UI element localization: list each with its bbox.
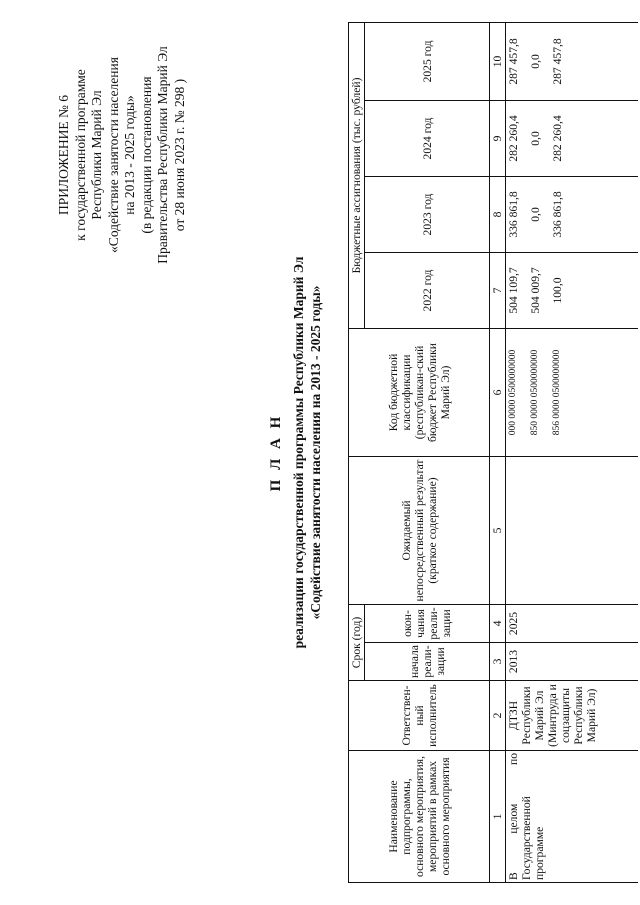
value-cell: 0,0 bbox=[529, 54, 542, 69]
value-cell: 282 260,4 bbox=[507, 115, 520, 162]
col-number: 6 bbox=[490, 328, 506, 456]
header-year-2023: 2023 год bbox=[365, 176, 490, 252]
value-cell: 287 457,8 bbox=[507, 38, 520, 85]
row-2025 bbox=[506, 22, 639, 100]
col-number: 1 bbox=[490, 751, 506, 883]
row-end: 2025 bbox=[506, 604, 639, 642]
col-number: 4 bbox=[490, 604, 506, 642]
header-year-2022: 2022 год bbox=[365, 252, 490, 328]
col-number: 8 bbox=[490, 176, 506, 252]
row-result bbox=[506, 456, 639, 604]
header-budget: Бюджетные ассигнования (тыс. рублей) bbox=[349, 22, 365, 328]
row-name: В целом по Государственной программе bbox=[506, 751, 639, 883]
col-number: 7 bbox=[490, 252, 506, 328]
header-name: Наименование подпрограммы, основного мероприятия, мероприятий в рамках основного мероприятия bbox=[349, 751, 490, 883]
header-row-1 bbox=[349, 22, 365, 882]
header-executor: Ответствен-ный исполнитель bbox=[349, 681, 490, 751]
header-result: Ожидаемый непосредственный результат (краткое содержание) bbox=[349, 456, 490, 604]
code-line: 000 0000 0500000000 bbox=[508, 349, 518, 436]
value-cell: 504 109,7 bbox=[507, 267, 520, 314]
title-line-2: реализации государственной программы Республики Марий Эл bbox=[291, 256, 306, 649]
header-year-2025: 2025 год bbox=[365, 22, 490, 100]
row-2024 bbox=[506, 100, 639, 176]
appendix-line: на 2013 - 2025 годы» bbox=[122, 95, 137, 215]
header-year-2024: 2024 год bbox=[365, 100, 490, 176]
appendix-block bbox=[56, 20, 188, 290]
col-number: 10 bbox=[490, 22, 506, 100]
header-term: Срок (год) bbox=[349, 604, 365, 680]
value-cell: 336 861,8 bbox=[551, 191, 564, 238]
value-cell: 336 861,8 bbox=[507, 191, 520, 238]
header-end: окон-чания реали-зации bbox=[365, 604, 490, 642]
code-line: 850 0000 0500000000 bbox=[530, 349, 540, 436]
appendix-line: «Содействие занятости населения bbox=[105, 57, 121, 253]
row-codes bbox=[506, 328, 639, 456]
document-title bbox=[266, 20, 324, 885]
plan-table bbox=[348, 22, 638, 883]
value-cell: 0,0 bbox=[529, 207, 542, 222]
title-main: П Л А Н bbox=[268, 413, 284, 492]
value-cell: 100,0 bbox=[551, 277, 564, 304]
header-code: Код бюджетной классификации (республикан-ский бюджет Республики Марий Эл) bbox=[349, 328, 490, 456]
value-cell: 504 009,7 bbox=[529, 267, 542, 314]
value-cell: 0,0 bbox=[529, 131, 542, 146]
col-number: 9 bbox=[490, 100, 506, 176]
col-number: 2 bbox=[490, 681, 506, 751]
title-line-3: «Содействие занятости населения на 2013 - 2025 годы» bbox=[308, 285, 323, 620]
appendix-line: Правительства Республики Марий Эл bbox=[155, 46, 170, 264]
row-2023 bbox=[506, 176, 639, 252]
header-start: начала реали-зации bbox=[365, 643, 490, 681]
appendix-line: Республики Марий Эл bbox=[89, 90, 104, 220]
appendix-line: к государственной программе bbox=[72, 69, 88, 241]
row-executor: ДТЗН Республики Марий Эл (Минтруда и соцзащиты Республики Марий Эл) bbox=[506, 681, 639, 751]
col-number: 3 bbox=[490, 643, 506, 681]
table-row bbox=[506, 22, 639, 882]
row-start: 2013 bbox=[506, 643, 639, 681]
value-cell: 282 260,4 bbox=[551, 115, 564, 162]
column-number-row bbox=[490, 22, 506, 882]
code-line: 856 0000 0500000000 bbox=[552, 349, 562, 436]
appendix-line: от 28 июня 2023 г. № 298 ) bbox=[171, 78, 187, 232]
appendix-line: (в редакции постановления bbox=[138, 76, 154, 234]
row-2022 bbox=[506, 252, 639, 328]
col-number: 5 bbox=[490, 456, 506, 604]
value-cell: 287 457,8 bbox=[551, 38, 564, 85]
appendix-line: ПРИЛОЖЕНИЕ № 6 bbox=[56, 94, 71, 216]
